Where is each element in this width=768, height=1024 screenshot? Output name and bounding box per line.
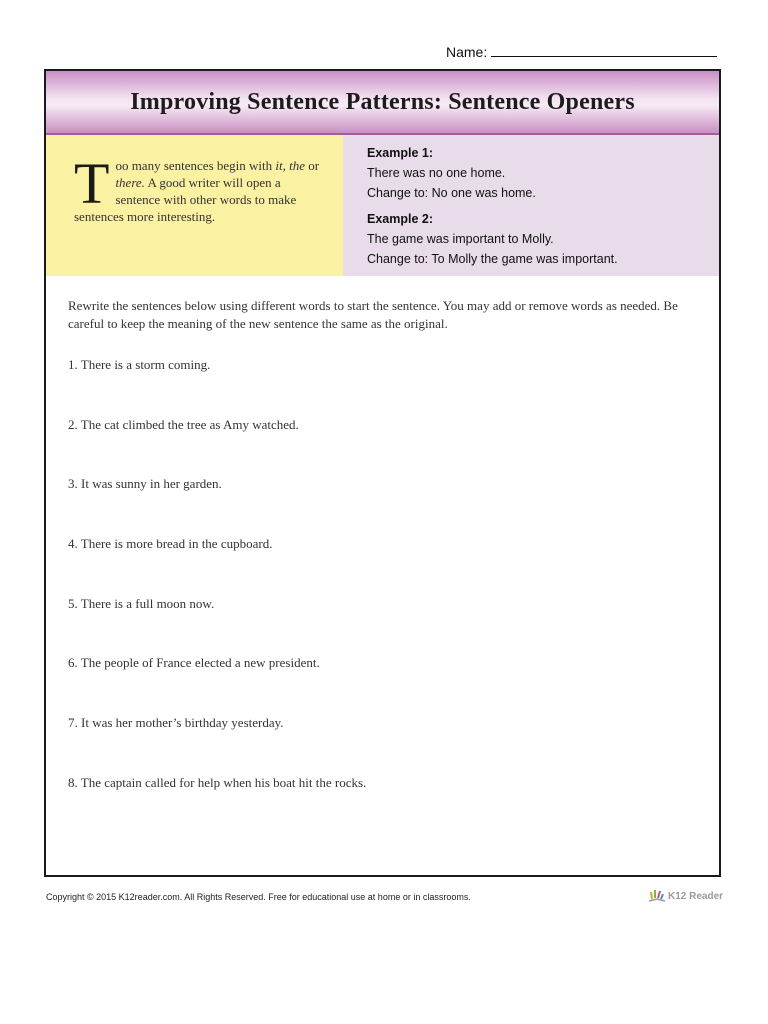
exercise-item: 5. There is a full moon now. bbox=[68, 595, 215, 611]
example-heading: Example 1: bbox=[367, 146, 434, 160]
exercise-item: 4. There is more bread in the cupboard. bbox=[68, 536, 273, 552]
copyright-footer: Copyright © 2015 K12reader.com. All Rights Reserved. Free for educational use at home or in classrooms. bbox=[46, 892, 471, 902]
dropcap-letter: T bbox=[74, 151, 110, 216]
exercise-item: 8. The captain called for help when his boat hit the rocks. bbox=[68, 774, 367, 790]
exercise-item: 6. The people of France elected a new president. bbox=[68, 655, 320, 671]
exercise-item: 7. It was her mother’s birthday yesterday. bbox=[68, 715, 284, 731]
intro-text-or: or bbox=[305, 158, 320, 173]
name-blank-line[interactable] bbox=[491, 42, 717, 57]
k12reader-logo bbox=[648, 889, 723, 903]
examples-box bbox=[343, 135, 719, 276]
logo-text: K12 Reader bbox=[668, 890, 724, 902]
intro-text bbox=[74, 151, 325, 225]
intro-box bbox=[46, 135, 343, 276]
example-original: The game was important to Molly. bbox=[367, 232, 554, 246]
title-banner bbox=[46, 71, 719, 135]
example-change: Change to: No one was home. bbox=[367, 186, 536, 200]
page-title: Improving Sentence Patterns: Sentence Openers bbox=[130, 88, 635, 115]
exercise-item: 1. There is a storm coming. bbox=[68, 357, 211, 372]
exercise-item: 2. The cat climbed the tree as Amy watched. bbox=[68, 416, 299, 432]
example-2 bbox=[367, 209, 707, 269]
example-heading: Example 2: bbox=[367, 212, 434, 226]
example-change: Change to: To Molly the game was important. bbox=[367, 252, 618, 266]
example-original: There was no one home. bbox=[367, 166, 506, 180]
intro-text-rest: A good writer will open a sentence with other words to make sentences more interesting. bbox=[74, 175, 297, 224]
exercise-list bbox=[68, 357, 366, 835]
exercise-item: 3. It was sunny in her garden. bbox=[68, 476, 222, 492]
name-field[interactable] bbox=[446, 42, 717, 60]
instructions: Rewrite the sentences below using different words to start the sentence. You may add or remove words as needed. Be careful to keep the meaning of the new sentence the same as the original. bbox=[68, 298, 678, 331]
intro-italic-the: the bbox=[289, 158, 305, 173]
intro-italic-there: there. bbox=[115, 175, 145, 190]
book-leaves-icon bbox=[648, 889, 666, 903]
name-label: Name: bbox=[446, 44, 488, 60]
intro-text-part: oo many sentences begin with bbox=[115, 158, 276, 173]
example-1 bbox=[367, 143, 707, 203]
intro-italic-it: it, bbox=[275, 158, 286, 173]
worksheet-frame bbox=[44, 69, 721, 877]
